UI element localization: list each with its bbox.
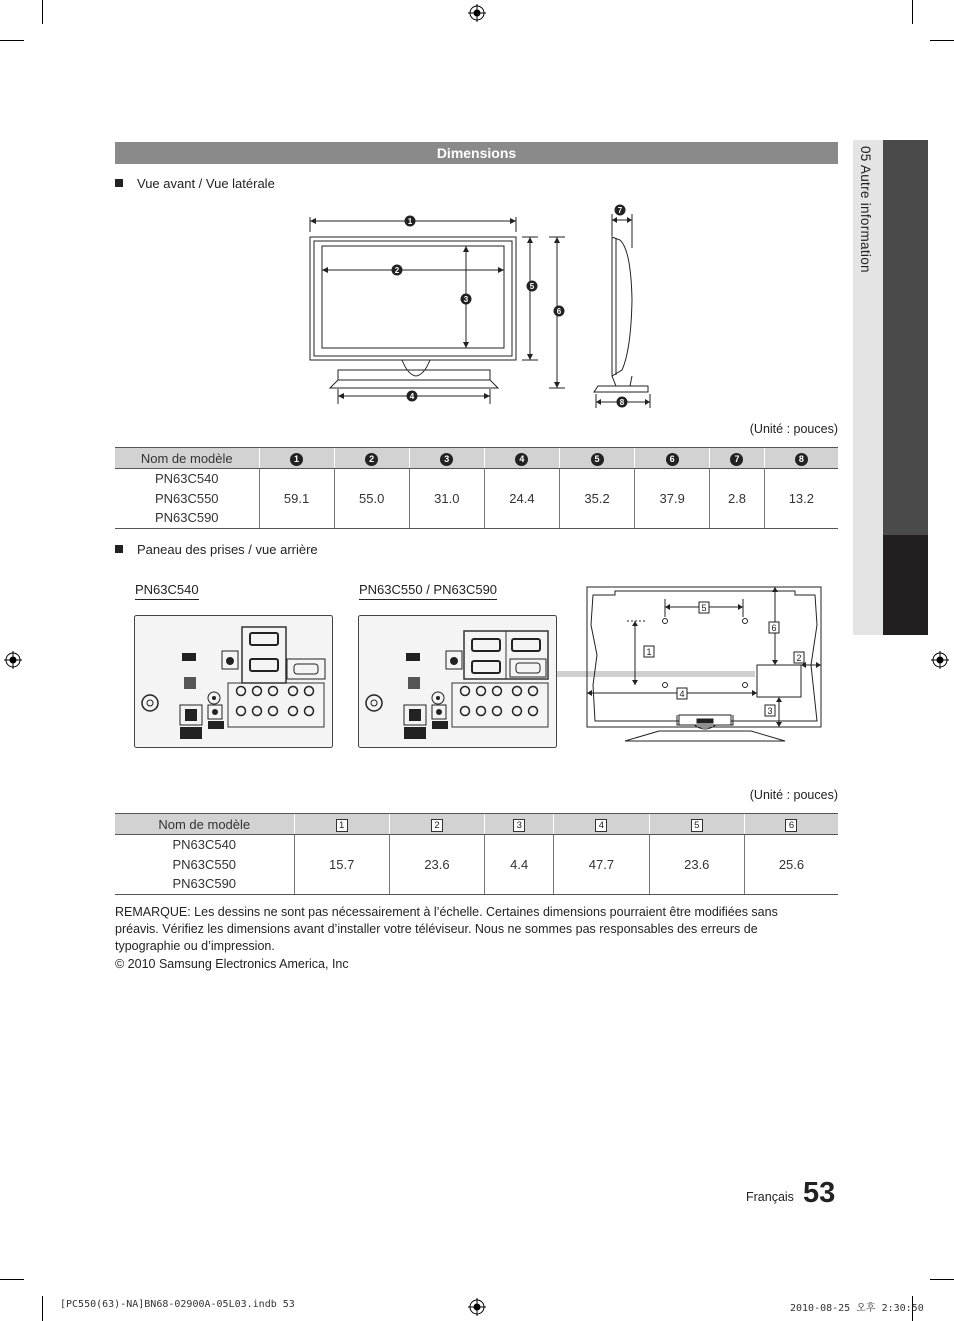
svg-text:3: 3	[767, 706, 773, 716]
column-header: 2	[334, 448, 409, 469]
value-cell: 23.6	[389, 835, 484, 895]
registration-mark-icon	[4, 651, 22, 669]
svg-text:6: 6	[771, 623, 777, 633]
crop-mark	[42, 0, 43, 24]
column-header: 3	[409, 448, 484, 469]
column-header: 1	[259, 448, 334, 469]
value-cell: 55.0	[334, 469, 409, 529]
rear-view-dimension-diagram	[585, 585, 825, 755]
svg-text:1: 1	[646, 647, 652, 657]
value-cell: 59.1	[259, 469, 334, 529]
column-header: 3	[485, 814, 554, 835]
svg-text:4: 4	[679, 689, 685, 699]
svg-text:6: 6	[556, 307, 562, 316]
column-header: 6	[744, 814, 838, 835]
column-header: 2	[389, 814, 484, 835]
language-label: Français	[746, 1190, 794, 1204]
registration-mark-icon	[931, 651, 949, 669]
value-cell: 13.2	[764, 469, 838, 529]
crop-mark	[0, 1279, 24, 1280]
column-header: 7	[710, 448, 764, 469]
value-cell: 35.2	[560, 469, 635, 529]
crop-mark	[0, 40, 24, 41]
column-header: 5	[560, 448, 635, 469]
svg-text:4: 4	[409, 392, 415, 401]
column-header-model: Nom de modèle	[115, 814, 294, 835]
column-header-model: Nom de modèle	[115, 448, 259, 469]
unit-label: (Unité : pouces)	[749, 422, 838, 436]
footer-date: 2010-08-25 오후 2:30:50	[790, 1303, 924, 1314]
rear-dimensions-table	[115, 813, 838, 895]
value-cell: 4.4	[485, 835, 554, 895]
column-header: 4	[554, 814, 649, 835]
svg-text:1: 1	[407, 217, 413, 226]
chapter-tab-active	[883, 535, 928, 635]
subsection-heading: Vue avant / Vue latérale	[115, 176, 275, 191]
crop-mark	[42, 1296, 43, 1321]
registration-mark-icon	[468, 4, 486, 22]
jack-panel-pn63c550-pn63c590	[358, 615, 558, 749]
crop-mark	[930, 1279, 954, 1280]
value-cell: 31.0	[409, 469, 484, 529]
front-side-dimension-diagram	[290, 200, 670, 415]
subsection-heading: Paneau des prises / vue arrière	[115, 542, 318, 557]
table-row	[115, 469, 838, 529]
column-header: 5	[649, 814, 744, 835]
model-names: PN63C540 PN63C550 PN63C590	[115, 469, 259, 529]
panel-title-right: PN63C550 / PN63C590	[359, 582, 497, 600]
table-row	[115, 835, 838, 895]
column-header: 4	[484, 448, 559, 469]
crop-mark	[912, 0, 913, 24]
column-header: 8	[764, 448, 838, 469]
svg-text:8: 8	[619, 398, 625, 407]
column-header: 1	[294, 814, 389, 835]
svg-text:5: 5	[529, 282, 535, 291]
crop-mark	[930, 40, 954, 41]
jack-panel-pn63c540	[134, 615, 334, 749]
value-cell: 37.9	[635, 469, 710, 529]
chapter-tab	[883, 140, 928, 535]
page-number: 53	[803, 1177, 836, 1209]
chapter-label: 05 Autre information	[858, 146, 873, 273]
section-title: Dimensions	[115, 142, 838, 164]
model-names: PN63C540 PN63C550 PN63C590	[115, 835, 294, 895]
copyright-text: © 2010 Samsung Electronics America, Inc	[115, 957, 349, 971]
table-header	[115, 448, 838, 469]
svg-text:3: 3	[463, 295, 469, 304]
svg-text:7: 7	[617, 206, 623, 215]
column-header: 6	[635, 448, 710, 469]
unit-label: (Unité : pouces)	[749, 788, 838, 802]
value-cell: 23.6	[649, 835, 744, 895]
svg-text:5: 5	[701, 603, 707, 613]
table-header	[115, 814, 838, 835]
value-cell: 2.8	[710, 469, 764, 529]
value-cell: 24.4	[484, 469, 559, 529]
svg-text:2: 2	[394, 266, 400, 275]
value-cell: 25.6	[744, 835, 838, 895]
value-cell: 47.7	[554, 835, 649, 895]
front-dimensions-table	[115, 447, 838, 529]
svg-text:2: 2	[796, 653, 802, 663]
value-cell: 15.7	[294, 835, 389, 895]
registration-mark-icon	[468, 1298, 486, 1316]
footer-file-info: [PC550(63)-NA]BN68-02900A-05L03.indb 53	[60, 1299, 295, 1310]
remark-text: REMARQUE: Les dessins ne sont pas nécessairement à l’échelle. Certaines dimensions pourraient être modifiées sans préavis. Vérifiez les dimensions avant d’installer votre téléviseur. Nous ne sommes pas responsables des erreurs de typographie ou d’impression.	[115, 905, 778, 953]
panel-title-left: PN63C540	[135, 582, 199, 600]
